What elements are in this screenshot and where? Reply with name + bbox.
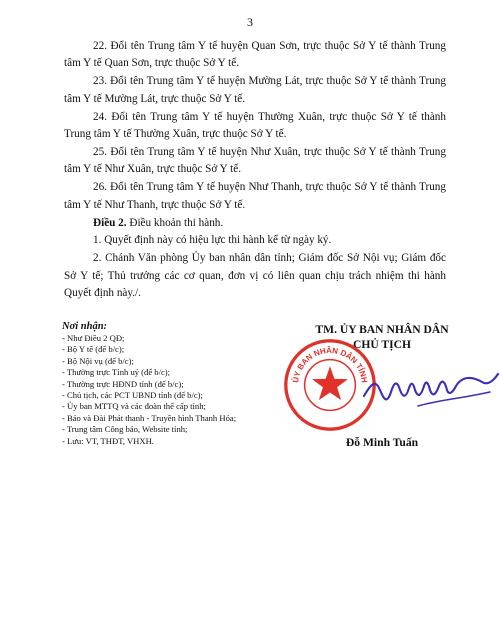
recipient-item: - Báo và Đài Phát thanh - Truyền hình Thanh Hóa; xyxy=(62,412,237,423)
recipient-item: - Bộ Nội vụ (để b/c); xyxy=(62,355,134,366)
paragraph-item-25: 25. Đổi tên Trung tâm Y tế huyện Như Xuân, trực thuộc Sở Y tế thành Trung tâm Y tế Như Xuân, trực thuộc Sở Y tế. xyxy=(64,145,446,176)
recipient-item: - Thường trực HĐND tỉnh (để b/c); xyxy=(62,378,184,389)
article-2-heading xyxy=(64,215,446,232)
document-body xyxy=(64,38,446,303)
recipient-item: - Thường trực Tỉnh uỷ (để b/c); xyxy=(62,367,171,378)
recipient-item: - Trung tâm Công báo, Website tỉnh; xyxy=(62,424,188,435)
page-number: 3 xyxy=(247,15,253,29)
paragraph-item-24: 24. Đổi tên Trung tâm Y tế huyện Thường Xuân, trực thuộc Sở Y tế thành Trung tâm Y tế Thường Xuân, trực thuộc Sở Y tế. xyxy=(64,110,446,141)
article-2-clause-2: 2. Chánh Văn phòng Ủy ban nhân dân tỉnh; Giám đốc Sở Nội vụ; Giám đốc Sở Y tế; Thủ trưởng các cơ quan, đơn vị có liên quan chịu trách nhiệm thi hành Quyết định này./. xyxy=(64,252,446,300)
paragraph-item-26: 26. Đổi tên Trung tâm Y tế huyện Như Thanh, trực thuộc Sở Y tế thành Trung tâm Y tế Như Thanh, trực thuộc Sở Y tế. xyxy=(64,181,446,211)
signer-title: CHỦ TỊCH xyxy=(352,338,412,351)
recipient-item: - Lưu: VT, THĐT, VHXH. xyxy=(62,435,154,446)
org-title: TM. ỦY BAN NHÂN DÂN xyxy=(315,323,449,336)
article-2-clause-1: 1. Quyết định này có hiệu lực thi hành kể từ ngày ký. xyxy=(93,234,332,247)
recipients-section xyxy=(62,321,302,447)
article-2-title: Điều khoản thi hành. xyxy=(126,216,224,229)
handwritten-signature-icon xyxy=(360,360,500,416)
seal-text: ỦY BAN NHÂN DÂN TỈNH xyxy=(291,345,369,384)
recipient-list xyxy=(62,333,302,447)
article-2-label: Điều 2. xyxy=(93,216,127,229)
paragraph-item-23: 23. Đổi tên Trung tâm Y tế huyện Mường Lát, trực thuộc Sở Y tế thành Trung tâm Y tế Mường Lát, trực thuộc Sở Y tế. xyxy=(64,75,446,105)
recipient-item: - Chủ tịch, các PCT UBND tỉnh (để b/c); xyxy=(62,390,203,401)
recipients-title: Nơi nhận: xyxy=(62,321,108,332)
recipient-item: - Như Điều 2 QĐ; xyxy=(62,333,125,343)
paragraph-item-22: 22. Đổi tên Trung tâm Y tế huyện Quan Sơn, trực thuộc Sở Y tế thành Trung tâm Y tế Quan Sơn, trực thuộc Sở Y tế. xyxy=(64,40,446,70)
signer-name: Đỗ Minh Tuấn xyxy=(345,436,419,449)
recipient-item: - Bộ Y tế (để b/c); xyxy=(62,344,125,355)
recipient-item: - Ủy ban MTTQ và các đoàn thể cấp tỉnh; xyxy=(62,401,206,412)
